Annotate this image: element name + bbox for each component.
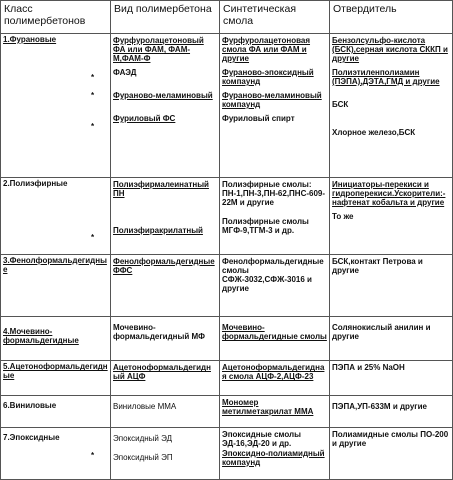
table-row <box>1 317 453 361</box>
table-row <box>1 427 453 479</box>
type-entry: Фуриловый ФС <box>113 114 176 123</box>
type-cell <box>111 34 220 178</box>
resin-cell <box>220 427 330 479</box>
table-row <box>1 361 453 395</box>
resin-cell <box>220 317 330 361</box>
hardener-entry: БСК <box>332 100 349 109</box>
type-cell <box>111 427 220 479</box>
hardener-cell <box>330 395 453 427</box>
class-label: 2.Полиэфирные <box>3 178 68 188</box>
class-cell <box>1 361 111 395</box>
type-entry: Эпоксидный ЭД <box>113 433 173 443</box>
asterisk-marker: * <box>91 73 95 82</box>
type-cell <box>111 395 220 427</box>
type-cell <box>111 254 220 316</box>
class-label: 3.Фенолформальдегидные <box>3 255 107 274</box>
hardener-cell <box>330 361 453 395</box>
asterisk-marker: * <box>91 122 95 131</box>
class-label: 4.Мочевино-формальдегидные <box>3 327 79 346</box>
type-cell <box>111 177 220 254</box>
class-label: 1.Фурановые <box>3 35 57 44</box>
hardener-cell <box>330 427 453 479</box>
table-row <box>1 254 453 316</box>
resin-entry: Фуриловый спирт <box>222 114 295 123</box>
resin-cell <box>220 34 330 178</box>
table-row <box>1 34 453 178</box>
table-header-row <box>1 1 453 34</box>
hardener-entry: Инициаторы-перекиси и гидроперекиси.Ускорители:-нафтенат кобальта и другие <box>332 179 446 207</box>
type-entry: ФАЭД <box>113 68 137 77</box>
type-entry: Мочевино-формальдегидный МФ <box>113 323 205 342</box>
type-entry: Эпоксидный ЭП <box>113 452 173 462</box>
resin-cell <box>220 395 330 427</box>
header-resin: Синтетическая смола <box>220 1 330 34</box>
resin-entry: Ацетоноформальдегидная смола АЦФ-2,АЦФ-23 <box>222 363 325 382</box>
header-type: Вид полимербетона <box>111 1 220 34</box>
class-cell <box>1 177 111 254</box>
resin-cell <box>220 254 330 316</box>
hardener-entry: Бензолсульфо-кислота (БСК),серная кислота СККП и другие <box>332 36 448 63</box>
type-entry: Полиэфиракрилатный <box>113 225 203 235</box>
header-hardener: Отвердитель <box>330 1 453 34</box>
hardener-cell <box>330 317 453 361</box>
type-entry: Полиэфирмалеинатный ПН <box>113 179 209 198</box>
hardener-entry: Хлорное железо,БСК <box>332 128 416 137</box>
asterisk-marker: * <box>91 232 95 242</box>
resin-entry: Полиэфирные смолы: ПН-1,ПН-3,ПН-62,ПНС-609-22М и другие <box>222 179 326 207</box>
hardener-entry: ПЭПА и 25% NaOH <box>332 363 405 373</box>
type-entry: Фенолформальдегидные ФФС <box>113 256 215 275</box>
class-cell <box>1 395 111 427</box>
type-entry: Виниловые ММА <box>113 401 177 411</box>
hardener-entry: БСК,контакт Петрова и другие <box>332 256 423 275</box>
resin-entry: Эпоксидно-полиамидный компаунд <box>222 448 325 467</box>
resin-entry: Фурфуролацетоновая смола ФА или ФАМ и другие <box>222 36 311 63</box>
resin-entry: Фураново-меламиновый компаунд <box>222 91 322 109</box>
hardener-entry: То же <box>332 211 354 221</box>
resin-entry: Фенолформальдегидные смолы СФЖ-3032,СФЖ-3016 и другие <box>222 256 324 293</box>
class-label: 6.Виниловые <box>3 400 57 410</box>
hardener-entry: Полиэтиленполиамин (ПЭПА),ДЭТА,ГМД и другие <box>332 68 440 86</box>
class-cell <box>1 254 111 316</box>
asterisk-marker: * <box>91 450 95 460</box>
header-class: Класс полимербетонов <box>1 1 111 34</box>
class-cell <box>1 317 111 361</box>
asterisk-marker: * <box>91 91 95 100</box>
type-entry: Фураново-меламиновый <box>113 91 213 100</box>
hardener-cell <box>330 254 453 316</box>
class-label: 5.Ацетоноформальдегидные <box>3 362 108 381</box>
class-cell <box>1 34 111 178</box>
type-entry: Фурфуролацетоновый ФА или ФАМ, ФАМ-М,ФАМ-Ф <box>113 36 204 63</box>
resin-entry: Эпоксидные смолы ЭД-16,ЭД-20 и др. <box>222 429 301 448</box>
hardener-entry: Солянокислый анилин и другие <box>332 323 431 342</box>
type-cell <box>111 317 220 361</box>
hardener-entry: ПЭПА,УП-633М и другие <box>332 401 427 411</box>
hardener-entry: Полиамидные смолы ПО-200 и другие <box>332 429 449 448</box>
hardener-cell <box>330 177 453 254</box>
resin-entry: Полиэфирные смолы МГФ-9,ТГМ-3 и др. <box>222 216 309 235</box>
resin-cell <box>220 361 330 395</box>
resin-entry: Мочевино-формальдегидные смолы <box>222 323 327 342</box>
class-cell <box>1 427 111 479</box>
table-row <box>1 395 453 427</box>
hardener-cell <box>330 34 453 178</box>
resin-cell <box>220 177 330 254</box>
resin-entry: Фураново-эпоксидный компаунд <box>222 68 314 86</box>
class-label: 7.Эпоксидные <box>3 432 60 442</box>
type-cell <box>111 361 220 395</box>
type-entry: Ацетоноформальдегидный АЦФ <box>113 363 211 382</box>
table-row <box>1 177 453 254</box>
resin-entry: Мономер метилметакрилат ММА <box>222 397 314 416</box>
